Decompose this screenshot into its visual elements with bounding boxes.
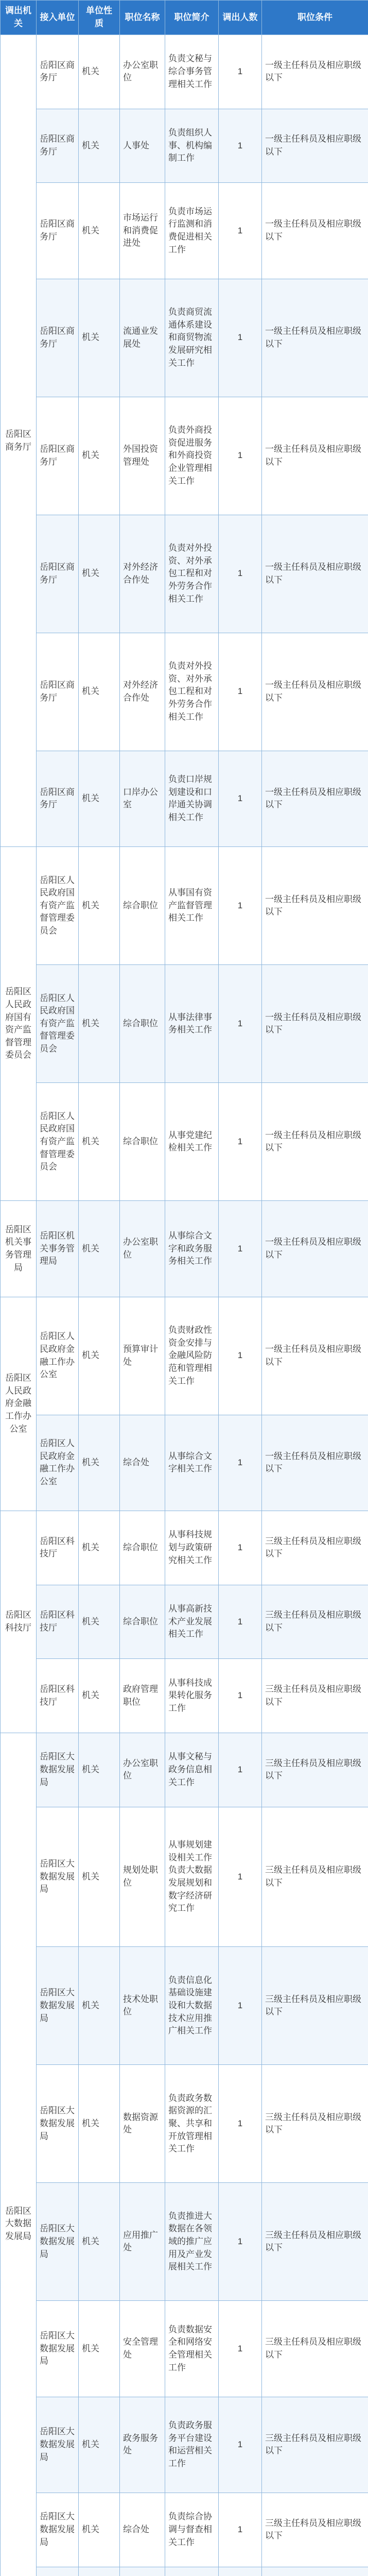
nature-cell: 机关 [79,397,120,515]
unit-cell: 岳阳区商务厅 [37,109,79,183]
count-cell: 1 [219,1511,262,1585]
nature-cell: 机关 [79,633,120,751]
cond-cell: 一级主任科员及相应职级以下 [262,183,368,279]
table-row [1,2065,368,2183]
nature-cell: 机关 [79,847,120,965]
table-row [1,109,368,183]
header-cond: 职位条件 [262,1,368,35]
position-cell: 预算审计处 [120,1297,165,1415]
nature-cell: 机关 [79,1297,120,1415]
unit-cell: 岳阳区大数据发展局 [37,1947,79,2065]
count-cell: 1 [219,1733,262,1807]
cond-cell: 三级主任科员及相应职级以下 [262,1585,368,1659]
desc-cell: 负责数据安全和网络安全管理相关工作 [165,2301,219,2397]
unit-cell: 岳阳区人民政府国有资产监督管理委员会 [37,965,79,1083]
table-row [1,1659,368,1733]
cond-cell: 一级主任科员及相应职级以下 [262,1297,368,1415]
nature-cell: 机关 [79,2493,120,2567]
position-cell: 规划处职位 [120,1807,165,1947]
count-cell: 1 [219,1297,262,1415]
header-desc: 职位简介 [165,1,219,35]
table-body [1,35,368,2576]
desc-cell: 负责商贸流通体系建设和商贸物流发展研究相关工作 [165,279,219,397]
count-cell: 1 [219,1415,262,1511]
table-row [1,2183,368,2301]
dept-cell: 岳阳区人民政府金融工作办公室 [1,1297,37,1511]
unit-cell: 岳阳区商务厅 [37,397,79,515]
cond-cell: 一级主任科员及相应职级以下 [262,397,368,515]
table-row [1,2397,368,2493]
desc-cell [165,2567,219,2576]
count-cell: 1 [219,183,262,279]
nature-cell [79,2567,120,2576]
cond-cell [262,2567,368,2576]
unit-cell: 岳阳区大数据发展局 [37,1807,79,1947]
desc-cell: 从事综合文字相关工作 [165,1415,219,1511]
nature-cell: 机关 [79,1585,120,1659]
table-row [1,751,368,846]
unit-cell: 岳阳区大数据发展局 [37,2065,79,2183]
position-cell: 办公室职位 [120,1201,165,1297]
desc-cell: 负责综合协调与督查相关工作 [165,2493,219,2567]
unit-cell: 岳阳区人民政府国有资产监督管理委员会 [37,1083,79,1201]
nature-cell: 机关 [79,1947,120,2065]
unit-cell: 岳阳区科技厅 [37,1511,79,1585]
unit-cell: 岳阳区人民政府金融工作办公室 [37,1415,79,1511]
position-cell: 应用推广处 [120,2183,165,2301]
count-cell: 1 [219,751,262,846]
header-count: 调出人数 [219,1,262,35]
position-cell: 综合职位 [120,847,165,965]
cond-cell: 三级主任科员及相应职级以下 [262,1733,368,1807]
dept-cell: 岳阳区商务厅 [1,35,37,847]
unit-cell: 岳阳区人民政府金融工作办公室 [37,1297,79,1415]
unit-cell: 岳阳区机关事务管理局 [37,1201,79,1297]
position-cell: 综合处 [120,1415,165,1511]
unit-cell: 岳阳区商务厅 [37,515,79,633]
table-row [1,965,368,1083]
unit-cell: 岳阳区大数据发展局 [37,1733,79,1807]
count-cell: 1 [219,2183,262,2301]
unit-cell: 岳阳区科技厅 [37,1585,79,1659]
count-cell: 1 [219,1947,262,2065]
cond-cell: 一级主任科员及相应职级以下 [262,515,368,633]
desc-cell: 从事高新技术产业发展相关工作 [165,1585,219,1659]
table-row [1,183,368,279]
desc-cell: 负责推进大数据在各领域的推广应用及产业发展相关工作 [165,2183,219,2301]
count-cell: 1 [219,2301,262,2397]
cond-cell: 一级主任科员及相应职级以下 [262,847,368,965]
nature-cell: 机关 [79,1083,120,1201]
dept-cell: 岳阳区人民政府国有资产监督管理委员会 [1,847,37,1201]
position-cell: 外国投资管理处 [120,397,165,515]
unit-cell: 岳阳区大数据发展局 [37,2397,79,2493]
desc-cell: 从事文秘与政务信息相关工作 [165,1733,219,1807]
desc-cell: 负责对外投资、对外承包工程和对外劳务合作相关工作 [165,633,219,751]
unit-cell: 岳阳区科技厅 [37,1659,79,1733]
position-cell: 办公室职位 [120,1733,165,1807]
table-row [1,279,368,397]
nature-cell: 机关 [79,1807,120,1947]
table-row [1,35,368,109]
cond-cell: 三级主任科员及相应职级以下 [262,2065,368,2183]
nature-cell: 机关 [79,1415,120,1511]
unit-cell: 岳阳区人民政府国有资产监督管理委员会 [37,847,79,965]
table-row [1,2301,368,2397]
unit-cell: 岳阳区大数据发展局 [37,2183,79,2301]
unit-cell: 岳阳区商务厅 [37,35,79,109]
count-cell: 1 [219,965,262,1083]
count-cell: 1 [219,633,262,751]
unit-cell [37,2567,79,2576]
cond-cell: 三级主任科员及相应职级以下 [262,2493,368,2567]
position-cell: 综合处 [120,2493,165,2567]
position-cell: 流通业发展处 [120,279,165,397]
table-row [1,1807,368,1947]
nature-cell: 机关 [79,515,120,633]
table-row [1,515,368,633]
unit-cell: 岳阳区商务厅 [37,183,79,279]
desc-cell: 负责对外投资、对外承包工程和对外劳务合作相关工作 [165,515,219,633]
table-row [1,1201,368,1297]
cond-cell: 一级主任科员及相应职级以下 [262,965,368,1083]
nature-cell: 机关 [79,1733,120,1807]
position-cell: 政府管理职位 [120,1659,165,1733]
count-cell: 1 [219,1659,262,1733]
count-cell: 1 [219,109,262,183]
header-position: 职位名称 [120,1,165,35]
table-row [1,397,368,515]
table-row [1,1415,368,1511]
table-row [1,1585,368,1659]
position-cell: 数据资源处 [120,2065,165,2183]
desc-cell: 负责信息化基础设施建设和大数据技术应用推广相关工作 [165,1947,219,2065]
table-row [1,1947,368,2065]
unit-cell: 岳阳区大数据发展局 [37,2493,79,2567]
cond-cell: 一级主任科员及相应职级以下 [262,1083,368,1201]
position-cell: 对外经济合作处 [120,633,165,751]
header-nature: 单位性质 [79,1,120,35]
table-row [1,1083,368,1201]
position-cell: 政务服务处 [120,2397,165,2493]
count-cell: 1 [219,397,262,515]
count-cell: 1 [219,2065,262,2183]
desc-cell: 负责组织人事、机构编制工作 [165,109,219,183]
nature-cell: 机关 [79,183,120,279]
table-row [1,1733,368,1807]
desc-cell: 负责文秘与综合事务管理相关工作 [165,35,219,109]
nature-cell: 机关 [79,2301,120,2397]
cond-cell: 三级主任科员及相应职级以下 [262,2301,368,2397]
count-cell: 1 [219,279,262,397]
position-cell: 综合职位 [120,1511,165,1585]
position-cell: 综合职位 [120,965,165,1083]
cond-cell: 一级主任科员及相应职级以下 [262,279,368,397]
position-cell: 综合职位 [120,1083,165,1201]
count-cell: 1 [219,1083,262,1201]
dept-cell: 岳阳区科技厅 [1,1511,37,1733]
count-cell: 1 [219,1201,262,1297]
count-cell: 1 [219,2397,262,2493]
position-cell: 人事处 [120,109,165,183]
table-row [1,633,368,751]
desc-cell: 从事法律事务相关工作 [165,965,219,1083]
table-row [1,2567,368,2576]
unit-cell: 岳阳区商务厅 [37,751,79,846]
table-row [1,1511,368,1585]
cond-cell: 三级主任科员及相应职级以下 [262,1807,368,1947]
nature-cell: 机关 [79,2183,120,2301]
position-cell: 口岸办公室 [120,751,165,846]
nature-cell: 机关 [79,2397,120,2493]
table-row [1,1297,368,1415]
count-cell: 1 [219,847,262,965]
desc-cell: 负责政务服务平台建设和运营相关工作 [165,2397,219,2493]
unit-cell: 岳阳区大数据发展局 [37,2301,79,2397]
cond-cell: 三级主任科员及相应职级以下 [262,2397,368,2493]
desc-cell: 负责口岸规划建设和口岸通关协调相关工作 [165,751,219,846]
cond-cell: 一级主任科员及相应职级以下 [262,35,368,109]
desc-cell: 负责市场运行监测和消费促进相关工作 [165,183,219,279]
cond-cell: 三级主任科员及相应职级以下 [262,1511,368,1585]
cond-cell: 一级主任科员及相应职级以下 [262,1415,368,1511]
count-cell: 1 [219,2493,262,2567]
position-cell: 市场运行和消费促进处 [120,183,165,279]
count-cell: 1 [219,1585,262,1659]
header-unit: 接入单位 [37,1,79,35]
count-cell [219,2567,262,2576]
count-cell: 1 [219,35,262,109]
dept-cell: 岳阳区机关事务管理局 [1,1201,37,1297]
count-cell: 1 [219,515,262,633]
desc-cell: 从事国有资产监督管理相关工作 [165,847,219,965]
nature-cell: 机关 [79,2065,120,2183]
desc-cell: 从事党建纪检相关工作 [165,1083,219,1201]
unit-cell: 岳阳区商务厅 [37,279,79,397]
nature-cell: 机关 [79,965,120,1083]
table-row [1,2493,368,2567]
position-cell: 办公室职位 [120,35,165,109]
dept-cell: 岳阳区大数据发展局 [1,1733,37,2576]
desc-cell: 负责外商投资促进服务和外商投资企业管理相关工作 [165,397,219,515]
position-cell: 综合职位 [120,1585,165,1659]
cond-cell: 一级主任科员及相应职级以下 [262,633,368,751]
cond-cell: 一级主任科员及相应职级以下 [262,1201,368,1297]
nature-cell: 机关 [79,279,120,397]
position-cell: 对外经济合作处 [120,515,165,633]
desc-cell: 从事科技规划与政策研究相关工作 [165,1511,219,1585]
cond-cell: 一级主任科员及相应职级以下 [262,751,368,846]
nature-cell: 机关 [79,1659,120,1733]
header-row [1,1,368,35]
nature-cell: 机关 [79,1511,120,1585]
cond-cell: 一级主任科员及相应职级以下 [262,109,368,183]
desc-cell: 从事科技成果转化服务工作 [165,1659,219,1733]
desc-cell: 从事规划建设相关工作负责大数据发展规划和数字经济研究工作 [165,1807,219,1947]
header-dept: 调出机关 [1,1,37,35]
nature-cell: 机关 [79,751,120,846]
nature-cell: 机关 [79,109,120,183]
count-cell: 1 [219,1807,262,1947]
table-row [1,847,368,965]
desc-cell: 负责政务数据资源的汇聚、共享和开放管理相关工作 [165,2065,219,2183]
nature-cell: 机关 [79,1201,120,1297]
position-cell: 技术处职位 [120,1947,165,2065]
cond-cell: 三级主任科员及相应职级以下 [262,2183,368,2301]
position-cell: 安全管理处 [120,2301,165,2397]
cond-cell: 三级主任科员及相应职级以下 [262,1947,368,2065]
cond-cell: 三级主任科员及相应职级以下 [262,1659,368,1733]
position-cell [120,2567,165,2576]
desc-cell: 负责财政性资金安排与金融风险防范和管理相关工作 [165,1297,219,1415]
desc-cell: 从事综合文字和政务服务相关工作 [165,1201,219,1297]
unit-cell: 岳阳区商务厅 [37,633,79,751]
table-header [1,1,368,35]
nature-cell: 机关 [79,35,120,109]
